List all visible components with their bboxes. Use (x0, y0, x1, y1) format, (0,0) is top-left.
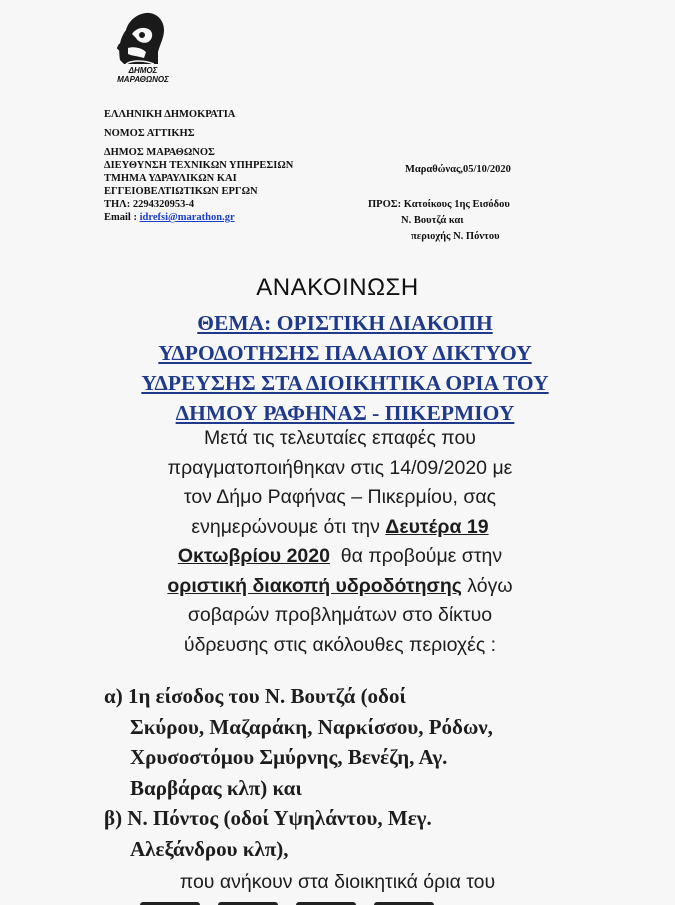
recipient-line: ΠΡΟΣ: Κατοίκους 1ης Εισόδου (368, 199, 510, 210)
sender-line: ΕΛΛΗΝΙΚΗ ΔΗΜΟΚΡΑΤΙΑ (104, 109, 236, 120)
recipient-line: περιοχής Ν. Πόντου (411, 231, 500, 242)
areas-list (104, 681, 493, 864)
body-text: ενημερώνουμε ότι την (191, 515, 386, 538)
recipient-block (368, 197, 510, 245)
body-line (80, 572, 600, 602)
body-text: θα προβούμε στην (329, 545, 503, 567)
list-item: Αλεξάνδρου κλπ), (130, 836, 289, 861)
body-line: που ανήκουν στα διοικητικά όρια του (179, 871, 496, 893)
email-link[interactable]: idrefsi@marathon.gr (139, 212, 235, 223)
cutoff-text-fragment (140, 899, 540, 905)
body-text: λόγω (461, 574, 513, 597)
body-line (80, 513, 600, 543)
date-emphasis: Δευτέρα 19 (385, 515, 489, 538)
sender-line: ΔΙΕΥΘΥΝΣΗ ΤΕΧΝΙΚΩΝ ΥΠΗΡΕΣΙΩΝ (104, 160, 294, 171)
subject-block (60, 308, 630, 428)
logo (104, 8, 184, 84)
subject-line: ΘΕΜΑ: ΟΡΙΣΤΙΚΗ ΔΙΑΚΟΠΗ (197, 311, 493, 335)
sender-block (104, 108, 293, 224)
body-line: τον Δήμο Ραφήνας – Πικερμίου, σας (183, 486, 497, 508)
subject-line: ΥΔΡΕΥΣΗΣ ΣΤΑ ΔΙΟΙΚΗΤΙΚΑ ΟΡΙΑ ΤΟΥ (141, 371, 549, 395)
sender-line: ΤΗΛ: 2294320953-4 (104, 199, 195, 210)
document-date: Μαραθώνας,05/10/2020 (405, 164, 511, 175)
email-line (104, 211, 293, 224)
body-paragraph (80, 424, 600, 660)
list-item: Βαρβάρας κλπ) και (130, 775, 302, 800)
action-emphasis: οριστική διακοπή υδροδότησης (167, 574, 462, 597)
municipality-emblem-icon (114, 8, 170, 66)
body-line: σοβαρών προβλημάτων στο δίκτυο (187, 604, 493, 626)
email-label: Email : (104, 212, 140, 223)
body-line: ύδρευσης στις ακόλουθες περιοχές : (183, 633, 497, 656)
sender-line: ΝΟΜΟΣ ΑΤΤΙΚΗΣ (104, 128, 195, 139)
date-emphasis: Οκτωβρίου 2020 (177, 545, 330, 567)
logo-text (104, 66, 182, 84)
list-item: α) 1η είσοδος του Ν. Βουτζά (οδοί (104, 684, 406, 708)
sender-line: ΕΓΓΕΙΟΒΕΛΤΙΩΤΙΚΩΝ ΕΡΓΩΝ (104, 186, 258, 197)
body-line: Μετά τις τελευταίες επαφές που (204, 427, 476, 449)
list-item: β) Ν. Πόντος (οδοί Υψηλάντου, Μεγ. (104, 806, 432, 830)
sender-line: ΔΗΜΟΣ ΜΑΡΑΘΩΝΟΣ (104, 147, 215, 158)
body-line (80, 542, 600, 572)
subject-line: ΥΔΡΟΔΟΤΗΣΗΣ ΠΑΛΑΙΟΥ ΔΙΚΤΥΟΥ (158, 341, 532, 365)
announcement-title: ΑΝΑΚΟΙΝΩΣΗ (256, 274, 419, 301)
logo-line-1: ΔΗΜΟΣ (128, 66, 158, 75)
list-item: Χρυσοστόμου Σμύρνης, Βενέζη, Αγ. (130, 745, 448, 769)
subject-line: ΔΗΜΟΥ ΡΑΦΗΝΑΣ - ΠΙΚΕΡΜΙΟΥ (175, 401, 515, 425)
recipient-line: Ν. Βουτζά και (401, 215, 464, 226)
logo-line-2: ΜΑΡΑΘΩΝΟΣ (117, 75, 169, 84)
list-item: Σκύρου, Μαζαράκη, Ναρκίσσου, Ρόδων, (130, 714, 493, 739)
body-line: πραγματοποιήθηκαν στις 14/09/2020 με (167, 456, 513, 479)
sender-line: ΤΜΗΜΑ ΥΔΡΑΥΛΙΚΩΝ ΚΑΙ (104, 173, 237, 184)
